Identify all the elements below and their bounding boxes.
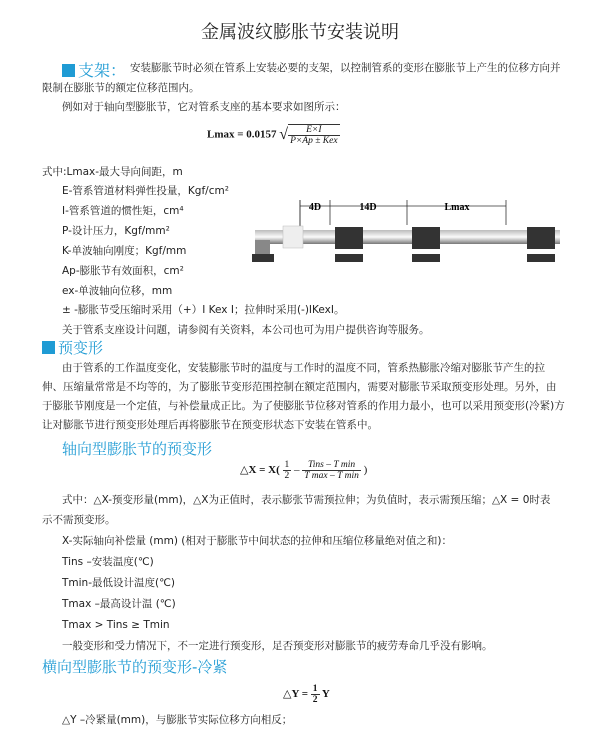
- formula-numerator: Tins – T min: [302, 460, 361, 471]
- predeform-para: 让对膨胀节进行预变形处理后再将膨胀节在预变形状态下安装在管系中。: [42, 419, 378, 431]
- axial-line: Tmin-最低设计温度(℃): [62, 577, 175, 589]
- axial-line: Tins –安装温度(℃): [62, 556, 154, 568]
- def-line: K-单波轴向刚度；Kgf/mm: [62, 245, 187, 257]
- formula-denominator: T max – T min: [304, 471, 359, 481]
- square-bullet-icon: [42, 341, 55, 354]
- predeform-para: 伸、压缩量常常是不均等的，为了膨胀节变形范围控制在额定范围内，需要对膨胀节采取预变形处理。另外，由: [42, 381, 557, 393]
- formula-left: △X = X(: [240, 464, 280, 477]
- lateral-formula: [283, 684, 330, 705]
- minus: –: [294, 464, 300, 477]
- axial-formula: [240, 460, 367, 481]
- support-diagram: [250, 200, 565, 280]
- axial-line: Tmax –最高设计温 (℃): [62, 598, 176, 610]
- lateral-heading: 横向型膨胀节的预变形-冷紧: [42, 658, 228, 676]
- axial-line: Tmax > Tins ≥ Tmin: [62, 619, 170, 631]
- predeform-para: 于膨胀节刚度是一个定值，与补偿量成正比。为了使膨胀节位移对管系的作用力最小，也可以采用预变形(冷紧)方: [42, 400, 565, 412]
- def-line: ± -膨胀节受压缩时采用（+）I Kex I；拉伸时采用(-)IKexI。: [62, 304, 345, 316]
- predeform-para: 由于管系的工作温度变化，安装膨胀节时的温度与工作时的温度不同，管系热膨胀冷缩对膨胀节产生的拉: [62, 362, 545, 374]
- half-den: 2: [312, 695, 318, 705]
- square-bullet-icon: [62, 64, 75, 77]
- support-heading: [62, 58, 126, 81]
- axial-line: 式中：△X-预变形量(mm)，△X为正值时，表示膨张节需预拉伸；为负值时，表示需预压缩；△X = 0时表: [62, 494, 551, 506]
- def-line: ex-单波轴向位移，mm: [62, 285, 173, 297]
- def-line: P-设计压力，Kgf/mm²: [62, 225, 170, 237]
- def-line: 关于管系支座设计问题，请参阅有关资料，本公司也可为用户提供咨询等服务。: [62, 324, 430, 336]
- half-den: 2: [284, 471, 290, 481]
- def-line: E-管系管道材料弹性投量，Kgf/cm²: [62, 185, 229, 197]
- support-line-2: 限制在膨胀节的额定位移范围内。: [42, 82, 200, 94]
- def-line: I-管系管道的惯性矩，cm⁴: [62, 205, 184, 217]
- axial-heading: 轴向型膨胀节的预变形: [62, 440, 213, 458]
- support-heading-text: 支架：: [78, 61, 127, 80]
- support-line-1: 安装膨胀节时必须在管系上安装必要的支架，以控制管系的变形在膨胀节上产生的位移方向并: [130, 62, 561, 74]
- page-title: 金属波纹膨胀节安装说明: [201, 22, 399, 43]
- predeform-heading: [42, 337, 103, 358]
- label-4d: 4D: [308, 202, 322, 213]
- axial-line: 一般变形和受力情况下，不一定进行预变形，足否预变形对膨胀节的疲劳寿命几乎没有影响。: [62, 640, 493, 652]
- predeform-heading-text: 预变形: [58, 339, 104, 357]
- close-paren: ): [363, 464, 368, 477]
- formula-numerator: E×I: [288, 125, 340, 136]
- formula-denominator: P×Ap ± Kex: [290, 136, 338, 146]
- bellows: [283, 226, 303, 248]
- half-num: 1: [284, 460, 290, 470]
- lmax-formula: Lmax = 0.0157 √ $\frac{E\times I}{\text{P×Ap ± Kex}}$: [207, 125, 338, 146]
- lateral-line: △Y –冷紧量(mm)，与膨胀节实际位移方向相反；: [62, 714, 293, 726]
- def-line: 式中:Lmax-最大导向间距，m: [42, 166, 183, 178]
- def-line: Ap-膨胀节有效面积，cm²: [62, 265, 184, 277]
- label-14d: 14D: [359, 202, 377, 213]
- label-lmax: Lmax: [444, 202, 470, 213]
- formula-right: Y: [321, 688, 330, 701]
- axial-line: X-实际轴向补偿量 (mm) (相对于膨胀节中间状态的拉伸和压缩位移量绝对值之和)：: [62, 535, 452, 547]
- axial-line: 示不需预变形。: [42, 514, 116, 526]
- formula-left: △Y =: [283, 688, 309, 701]
- support-example: 例如对于轴向型膨胀节，它对管系支座的基本要求如图所示：: [62, 101, 346, 113]
- half-num: 1: [312, 684, 318, 694]
- formula-left: Lmax = 0.0157: [207, 128, 277, 141]
